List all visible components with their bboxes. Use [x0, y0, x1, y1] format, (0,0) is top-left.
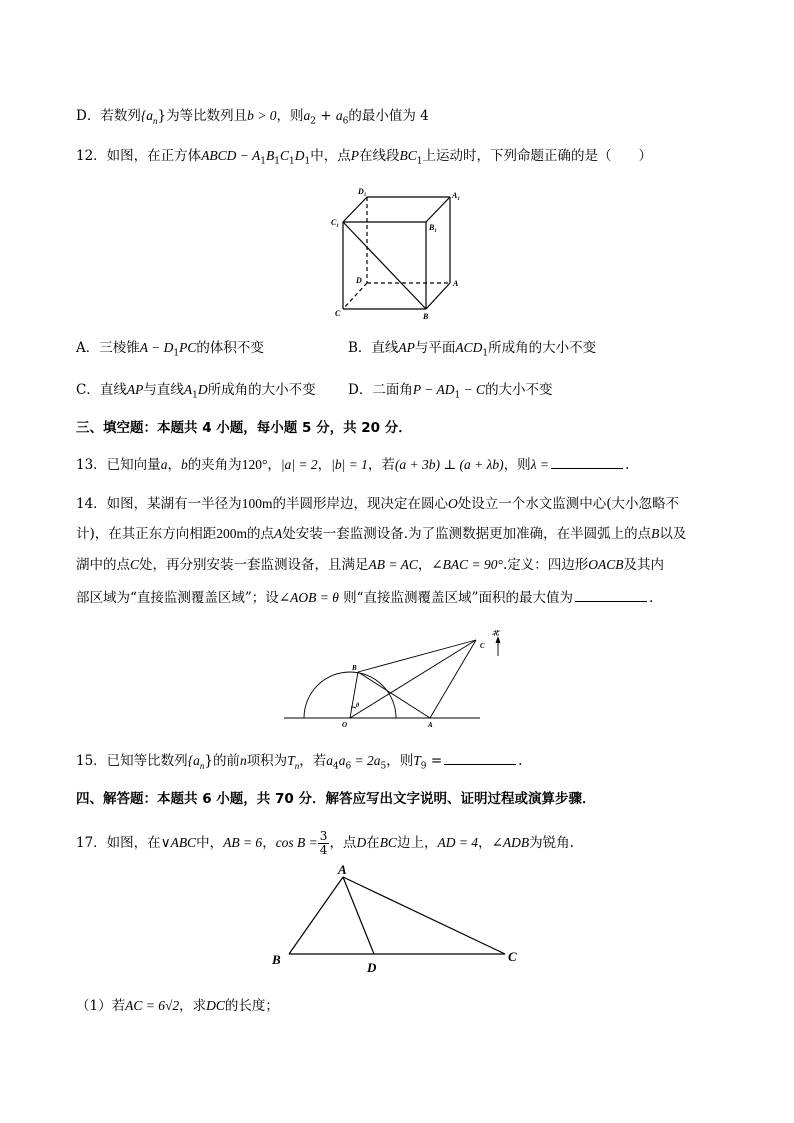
q14-line-1: 14．如图，某湖有一半径为100m的半圆形岸边，现决定在圆心O处设立一个水文监测中心(大小忽略不 [76, 496, 679, 512]
north-label: 北 [492, 630, 499, 637]
q15-answer-blank[interactable] [444, 752, 516, 765]
q13: 13．已知向量a，b的夹角为120°，|a| = 2，|b| = 1，若(a + 3b) ⊥ (a + λb)，则λ = . [76, 457, 630, 473]
label-b: B [272, 952, 281, 967]
label-theta: θ [356, 703, 360, 709]
label-d: D [367, 960, 377, 975]
cos-b-fraction: $\frac{3}{4}$ [319, 829, 328, 857]
triangle-abc-figure [265, 862, 525, 977]
cube-figure [325, 185, 470, 320]
q17-part-1: （1）若AC = 6√2，求DC的长度； [76, 998, 279, 1014]
semicircle-lake-figure [280, 630, 510, 730]
q12-stem: 12．如图，在正方体ABCD − $A_1B_1C_1D_1$中，点P在线段$BC_1$上运动时，下列命题正确的是（ ） [76, 148, 652, 167]
q12-option-d: D．二面角$P - AD_1 - C$的大小不变 [348, 382, 553, 401]
label-c: C [335, 309, 341, 318]
label-a: A [428, 721, 433, 729]
q14-line-2: 计)，在其正东方向相距200m的点A处安装一套监测设备.为了监测数据更加准确，在半圆弧上的点B以及 [76, 526, 687, 542]
label-b: B [423, 312, 429, 320]
label-o: O [342, 721, 348, 729]
q14-line-4: 部区域为“直接监测覆盖区域”；设∠AOB = θ 则“直接监测覆盖区域”面积的最大值为 . [76, 590, 654, 606]
label-a1: $A_1$ [452, 191, 460, 202]
q14-answer-blank[interactable] [575, 589, 647, 602]
section-4-heading: 四、解答题：本题共 6 小题，共 70 分．解答应写出文字说明、证明过程或演算步骤． [76, 791, 596, 807]
q11-option-d: D．若数列$\{a_n\}$为等比数列且b > 0，则$a_2 + a_6$的最小值为 4 [76, 108, 429, 127]
label-b1: $B_1$ [429, 223, 437, 234]
label-c: C [508, 949, 517, 964]
label-a: A [453, 279, 459, 288]
q13-answer-blank[interactable] [551, 456, 623, 469]
section-3-heading: 三、填空题：本题共 4 小题，每小题 5 分，共 20 分． [76, 420, 412, 436]
label-b: B [352, 664, 357, 672]
q14-line-3: 湖中的点C处，再分别安装一套监测设备，且满足AB = AC，∠BAC = 90°.定义：四边形OACB及其内 [76, 557, 664, 573]
label-c1: $C_1$ [331, 218, 339, 229]
label-c: C [480, 642, 485, 650]
label-d: D [356, 276, 362, 285]
q15: 15．已知等比数列$\{a_n\}$的前n项积为$T_n$，若$a_4a_6 = 2a_5$，则$T_9$ = . [76, 753, 523, 772]
label-d1: $D_1$ [358, 187, 367, 198]
q12-option-a: A．三棱锥$A - D_1PC$的体积不变 [76, 340, 264, 359]
q12-option-b: B．直线AP与平面$ACD_1$所成角的大小不变 [348, 340, 597, 359]
q12-option-c: C．直线AP与直线$A_1D$所成角的大小不变 [76, 382, 316, 401]
q17-stem: 17．如图，在∨ABC中，AB = 6，cos B = $\frac{3}{4}$ ，点D在BC边上，AD = 4，∠ADB为锐角. [76, 829, 574, 857]
label-a: A [338, 862, 347, 877]
